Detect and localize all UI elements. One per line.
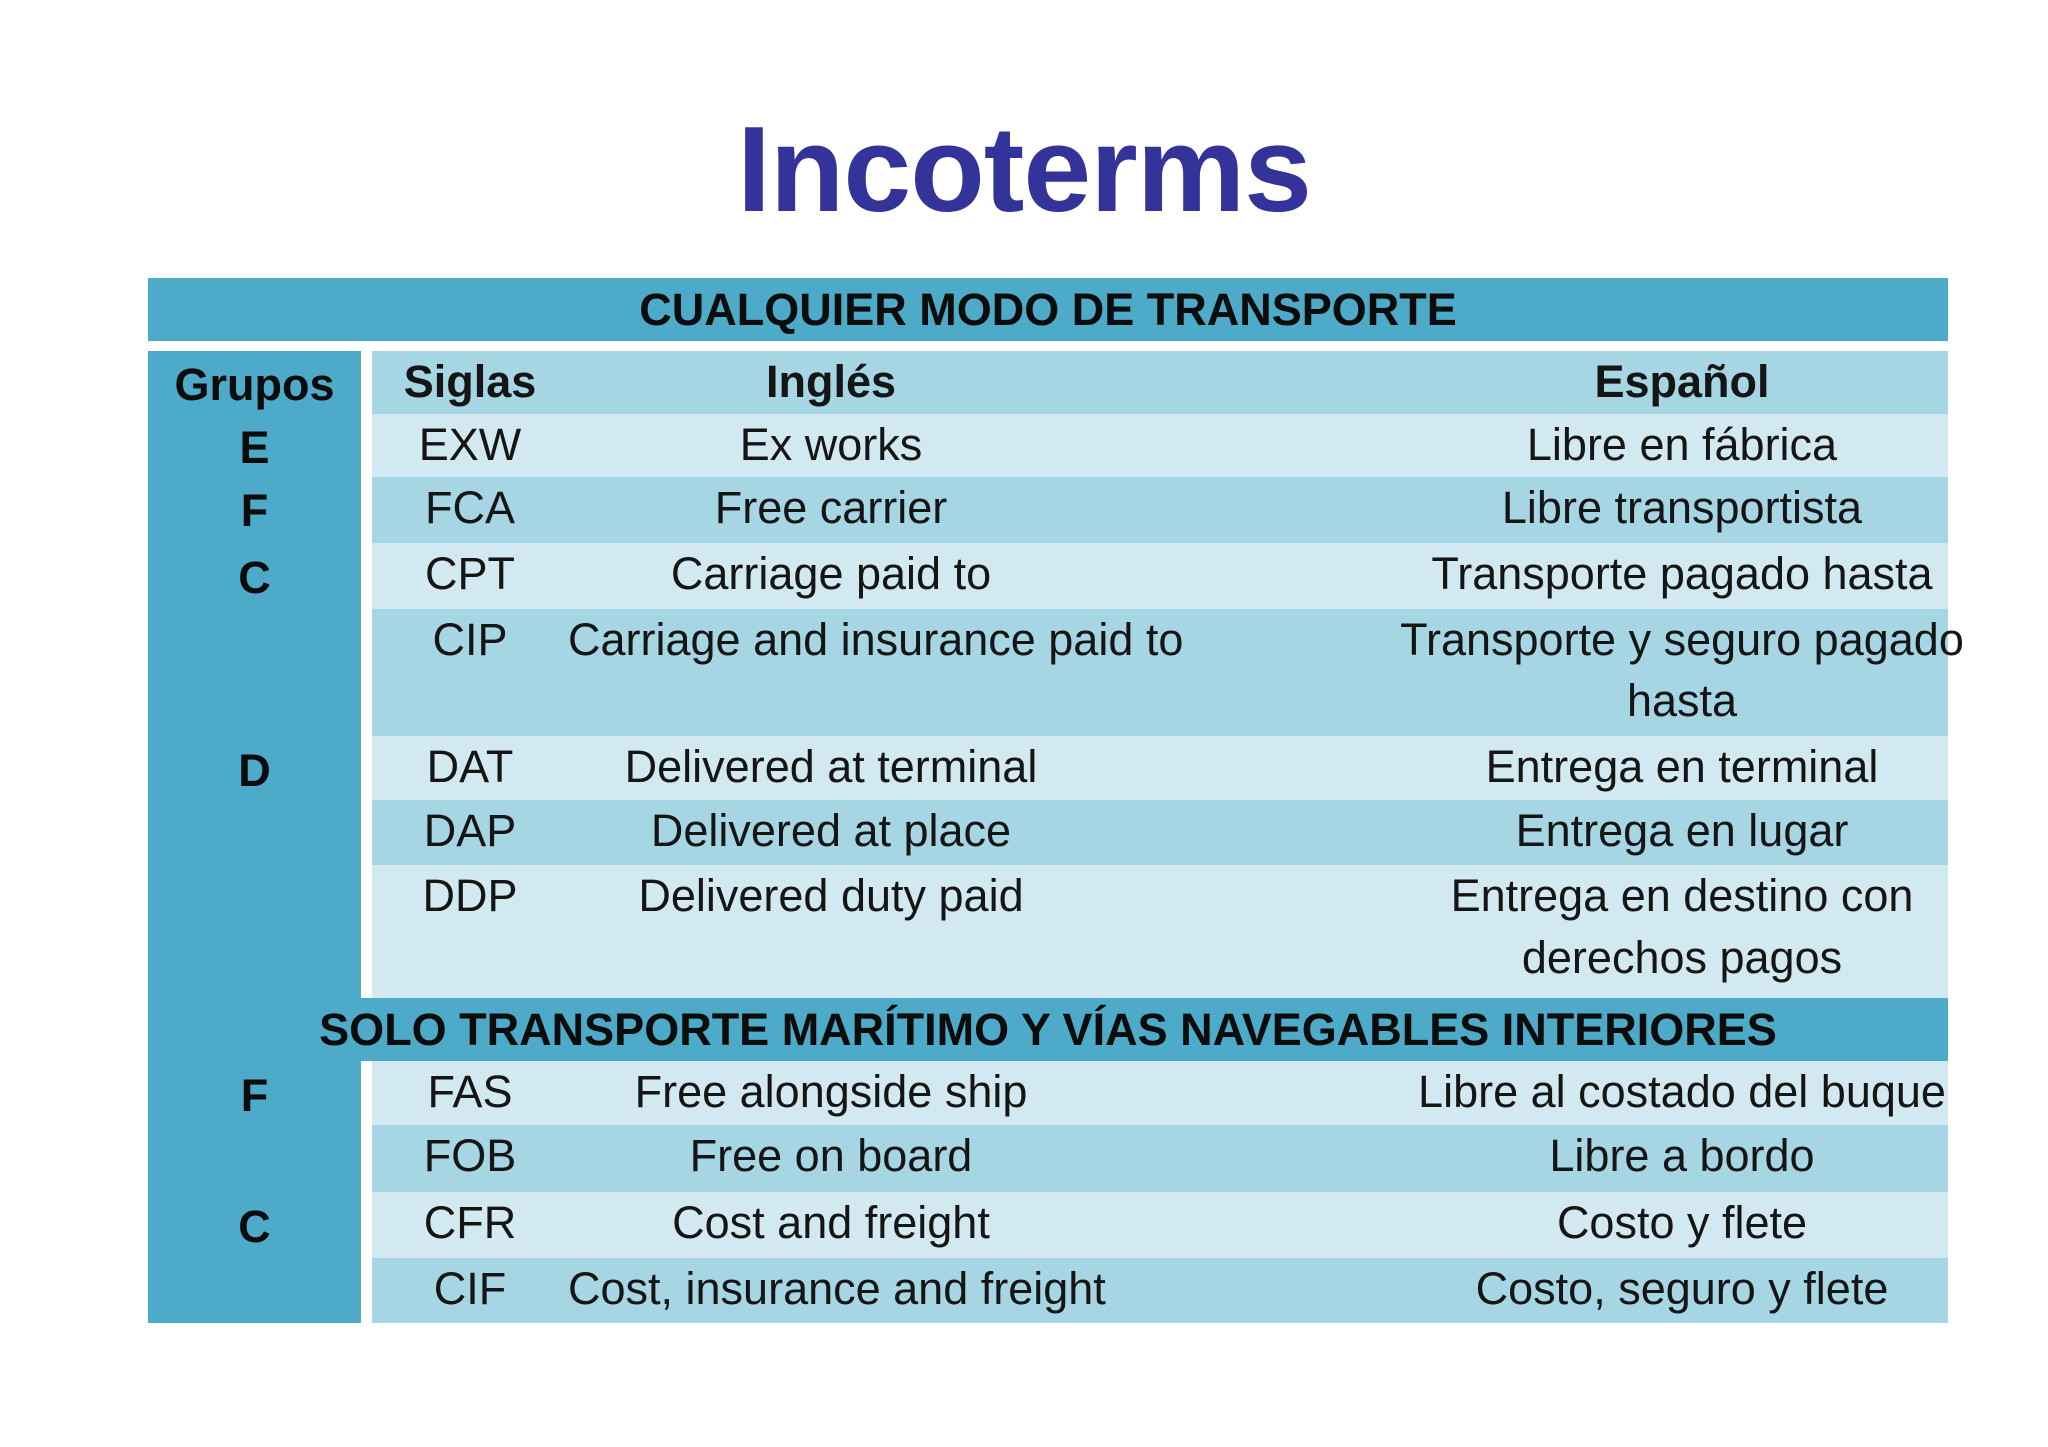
group-label: C	[238, 552, 271, 603]
table-row	[372, 800, 1948, 865]
sigla-cell: FOB	[423, 1130, 517, 1181]
espanol-cell-line2: hasta	[1626, 675, 1738, 726]
ingles-cell: Cost, insurance and freight	[568, 1263, 1106, 1314]
ingles-cell: Carriage paid to	[670, 548, 992, 599]
sigla-cell: CFR	[423, 1197, 517, 1248]
espanol-cell: Transporte y seguro pagado	[1400, 614, 1964, 665]
ingles-cell: Free alongside ship	[634, 1066, 1028, 1117]
table-row	[372, 1061, 1948, 1125]
table-row	[372, 414, 1948, 477]
section-heading-text: CUALQUIER MODO DE TRANSPORTE	[639, 283, 1457, 335]
espanol-cell: Transporte pagado hasta	[1431, 548, 1933, 599]
espanol-cell: Costo, seguro y flete	[1475, 1263, 1889, 1314]
ingles-cell: Delivered at terminal	[624, 741, 1038, 792]
table-row	[372, 736, 1948, 800]
group-label: C	[238, 1201, 271, 1252]
espanol-cell: Entrega en lugar	[1515, 805, 1849, 856]
column-header-siglas: Siglas	[403, 356, 537, 407]
sigla-cell: CIF	[433, 1263, 507, 1314]
group-label: E	[239, 422, 270, 473]
table-row	[372, 1192, 1948, 1258]
ingles-cell: Delivered at place	[650, 805, 1012, 856]
table-row	[372, 1258, 1948, 1323]
table-row	[372, 1125, 1948, 1192]
sigla-cell: DAP	[423, 805, 517, 856]
espanol-cell: Libre en fábrica	[1526, 419, 1838, 470]
ingles-cell: Delivered duty paid	[638, 870, 1024, 921]
ingles-cell: Cost and freight	[672, 1197, 990, 1248]
sigla-cell: CPT	[425, 548, 515, 599]
ingles-cell: Ex works	[739, 419, 923, 470]
sigla-cell: FCA	[425, 482, 515, 533]
sigla-cell: CIP	[432, 614, 508, 665]
section-heading-any-transport	[148, 278, 1948, 341]
espanol-cell: Libre al costado del buque	[1418, 1066, 1946, 1117]
group-label: F	[240, 1070, 269, 1121]
table-row	[372, 865, 1948, 998]
espanol-cell: Libre transportista	[1501, 482, 1863, 533]
sigla-cell: DDP	[422, 870, 518, 921]
sigla-cell: FAS	[427, 1066, 513, 1117]
column-header-ingles: Inglés	[765, 356, 897, 407]
ingles-cell: Free on board	[689, 1130, 973, 1181]
sigla-cell: DAT	[426, 741, 514, 792]
espanol-cell: Entrega en terminal	[1485, 741, 1879, 792]
column-header-espanol: Español	[1594, 356, 1770, 407]
espanol-cell: Entrega en destino con	[1450, 870, 1914, 921]
section-heading-text: SOLO TRANSPORTE MARÍTIMO Y VÍAS NAVEGABLES INTERIORES	[319, 1003, 1777, 1055]
page-title: Incoterms	[736, 101, 1312, 237]
ingles-cell: Free carrier	[714, 482, 948, 533]
ingles-cell: Carriage and insurance paid to	[568, 614, 1184, 665]
section-heading-maritime	[148, 998, 1948, 1061]
group-label: D	[238, 745, 271, 796]
table-header-row	[372, 351, 1948, 414]
espanol-cell-line2: derechos pagos	[1521, 932, 1843, 983]
groups-header: Grupos	[174, 359, 335, 410]
group-label: F	[240, 485, 269, 536]
sigla-cell: EXW	[418, 419, 522, 470]
table-row	[372, 609, 1964, 736]
espanol-cell: Costo y flete	[1556, 1197, 1808, 1248]
table-row	[372, 477, 1948, 543]
table-row	[372, 543, 1948, 609]
espanol-cell: Libre a bordo	[1549, 1130, 1815, 1181]
